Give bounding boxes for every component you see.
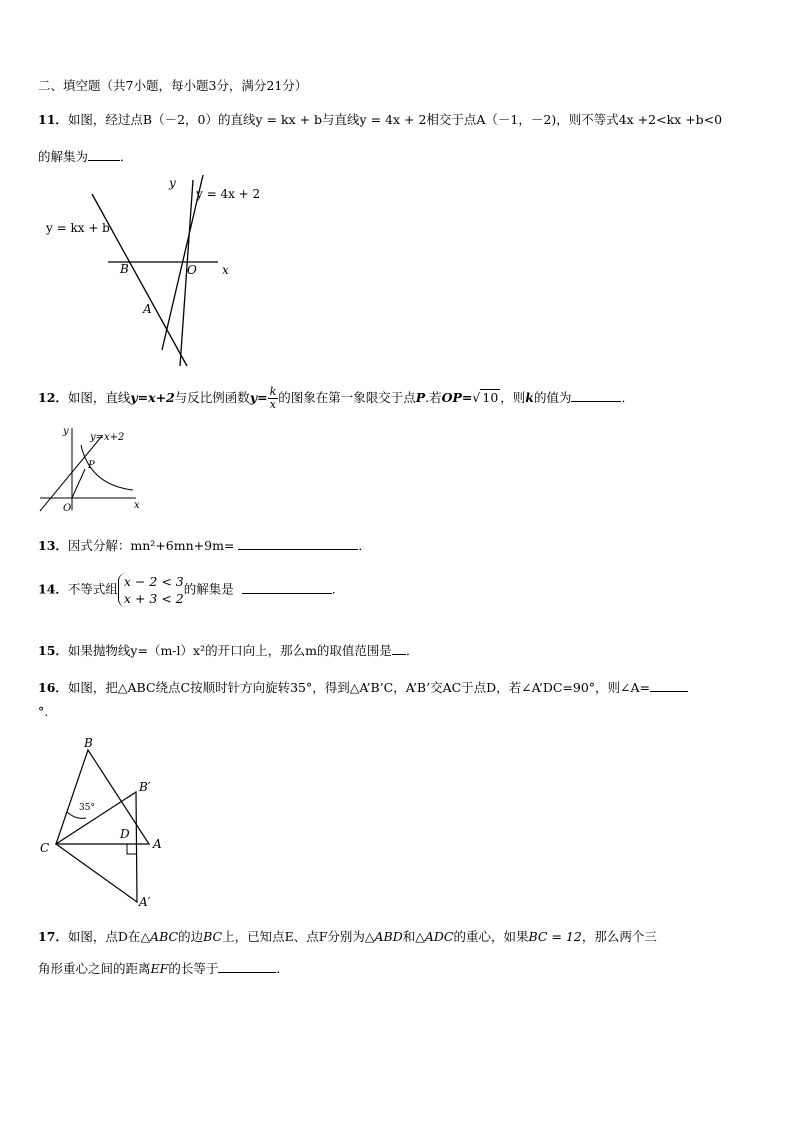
q16-label-B: B: [84, 736, 93, 750]
q11-end: ．: [120, 149, 133, 164]
q17-bc: BC: [203, 929, 223, 944]
q12-text-a: 如图，直线: [67, 390, 131, 405]
q17-text-b: 的边: [178, 929, 204, 944]
q15-end: ．: [405, 643, 419, 658]
q17-text-a: 如图，点D在: [67, 929, 141, 944]
q12-point: P: [415, 390, 426, 405]
q12-label-P: P: [88, 460, 95, 471]
q12-label-x: x: [134, 500, 140, 511]
q15-line: [38, 641, 418, 659]
q16-number: 16．: [38, 680, 68, 695]
q12-func-lhs: y=: [249, 390, 268, 405]
q16-label-C: C: [40, 841, 50, 855]
q17-tri-abc: △ABC: [140, 929, 179, 944]
q17-text-c: 上，已知点E、点F分别为: [222, 929, 365, 944]
q16-label-angle: 35°: [79, 803, 95, 813]
q16-label-D: D: [120, 827, 130, 841]
q11-label-y: y: [169, 176, 176, 190]
q11-text-a: 如图，经过点B（－2，0）的直线: [67, 112, 256, 127]
q11-answer-blank[interactable]: [88, 150, 120, 161]
q14-number: 14．: [38, 581, 68, 597]
q14-system: [118, 573, 184, 607]
q16-label-A: A: [153, 837, 162, 851]
q12-text-e: ，则: [500, 390, 526, 405]
q12-segment-op: [72, 469, 85, 498]
q17-end: ．: [276, 961, 289, 976]
q16-figure: [36, 734, 176, 914]
q12-number: 12．: [38, 390, 68, 405]
q14-text-b: 的解集是: [183, 581, 234, 597]
q16-label-Ap: A′: [139, 895, 151, 909]
q16-text: 如图，把△ABC绕点C按顺时针方向旋转35°，得到△A’B’C，A’B’交AC于点D，若∠A’DC=90°，则∠A=: [67, 680, 651, 695]
q11-inequality: 4x +2<kx +b<0: [618, 112, 723, 127]
q17-text-f: ，那么两个三: [581, 929, 657, 944]
q17-text-g: 角形重心之间的距离: [38, 961, 151, 976]
q14-answer-blank[interactable]: [242, 583, 332, 594]
q12-sqrt-val: 10: [482, 390, 499, 405]
q14-ineq2: x + 3 < 2: [123, 591, 184, 606]
q12-line: y=x+2: [130, 390, 175, 405]
q16-answer-blank[interactable]: [650, 681, 688, 692]
q15-number: 15．: [38, 643, 68, 658]
q13-number: 13．: [38, 538, 68, 553]
q12-end: ．: [621, 390, 634, 405]
q13-line: [38, 536, 371, 554]
q13-end: ．: [358, 538, 371, 553]
q17-line2: [38, 959, 289, 977]
q11-label-line2: y = 4x + 2: [196, 187, 261, 201]
q12-op: OP=: [441, 390, 473, 405]
q16-line2: °.: [38, 704, 49, 719]
q12-frac-den: x: [269, 398, 276, 411]
q14-text-a: 不等式组: [67, 581, 118, 597]
q11-text-d: 的解集为: [38, 149, 89, 164]
q11-label-line1: y = kx + b: [46, 221, 110, 235]
q12-label-y: y: [63, 426, 69, 437]
q12-text-b: 与反比例函数: [174, 390, 250, 405]
q12-frac-num: k: [269, 385, 277, 398]
q17-bc-eq: BC = 12: [528, 929, 582, 944]
q16-label-Bp: B′: [139, 780, 151, 794]
q17-text-h: 的长等于: [168, 961, 219, 976]
q17-ef: EF: [150, 961, 169, 976]
q12-sqrt: √ 10: [472, 390, 499, 405]
q15-answer-blank[interactable]: [392, 644, 406, 655]
q17-text-d: 和: [402, 929, 416, 944]
q11-line2: [38, 147, 133, 165]
q12-label-line: y=x+2: [90, 432, 125, 443]
q11-figure: [40, 170, 270, 370]
q11-number: 11．: [38, 112, 68, 127]
q11-label-x: x: [222, 263, 229, 277]
q17-text-e: 的重心，如果: [453, 929, 529, 944]
q12-fraction: [268, 386, 279, 411]
q17-number: 17．: [38, 929, 68, 944]
q16-triangle-abc: [56, 750, 149, 844]
q12-figure: [36, 422, 146, 514]
q11-line-4x: y = 4x + 2: [359, 112, 427, 127]
q17-answer-blank[interactable]: [218, 962, 276, 973]
q14-end: .: [331, 581, 336, 597]
q13-text: 因式分解：mn²+6mn+9m=: [67, 538, 235, 553]
q16-right-angle-mark: [127, 844, 136, 854]
q15-text: 如果抛物线y=（m-l）x²的开口向上，那么m的取值范围是: [67, 643, 392, 658]
q11-label-A: A: [143, 302, 152, 316]
q11-label-B: B: [120, 262, 129, 276]
q11-text-c: 相交于点A（－1，－2)，则不等式: [426, 112, 619, 127]
q12-line1: [38, 386, 634, 411]
q11-line1: [38, 110, 722, 128]
q12-text-f: 的值为: [533, 390, 572, 405]
q12-k: k: [525, 390, 534, 405]
q14-ineq1: x − 2 < 3: [123, 574, 184, 589]
q11-label-O: O: [187, 263, 197, 277]
q12-text-c: 的图象在第一象限交于点: [278, 390, 416, 405]
q13-answer-blank[interactable]: [238, 539, 358, 550]
q12-label-O: O: [63, 503, 72, 514]
q11-line-kx: y = kx + b: [255, 112, 323, 127]
q17-tri-abd: △ABD: [364, 929, 403, 944]
section-heading: 二、填空题（共7小题，每小题3分，满分21分）: [38, 78, 308, 93]
q12-answer-blank[interactable]: [571, 391, 621, 402]
q12-text-d: .若: [425, 390, 442, 405]
q12-line-graph: [40, 436, 102, 511]
q17-line1: [38, 927, 657, 945]
q17-tri-adc: △ADC: [415, 929, 454, 944]
q16-line1: [38, 678, 688, 696]
q11-text-b: 与直线: [322, 112, 360, 127]
q11-line-kx-graph: [92, 194, 187, 366]
q14-line: [38, 573, 336, 607]
